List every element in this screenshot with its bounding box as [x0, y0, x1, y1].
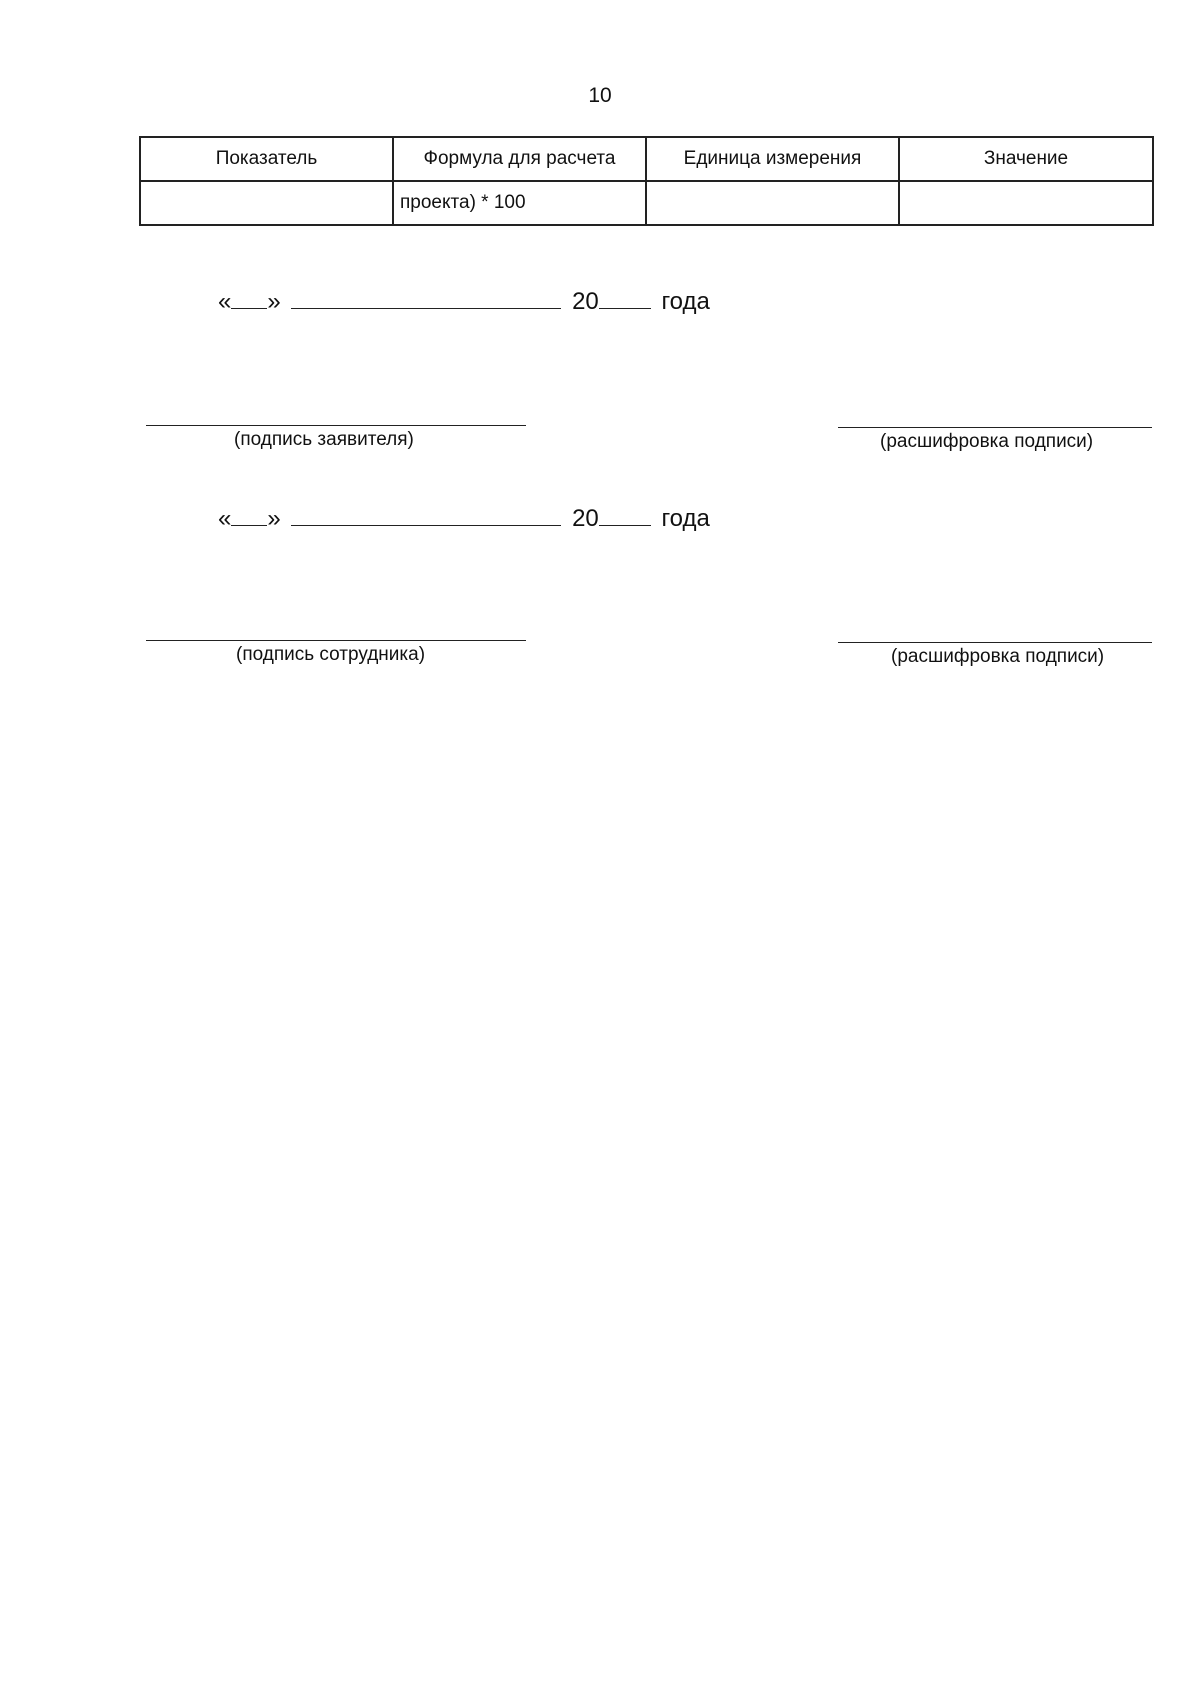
cell-formula: проекта) * 100	[393, 181, 646, 225]
open-quote: «	[218, 288, 232, 315]
employee-signature-line[interactable]	[146, 640, 526, 641]
applicant-decoding-line[interactable]	[838, 427, 1152, 428]
year-blank[interactable]	[599, 503, 651, 526]
year-prefix: 20	[572, 288, 599, 315]
close-quote: »	[267, 505, 281, 532]
year-suffix: года	[661, 505, 710, 532]
cell-unit	[646, 181, 899, 225]
day-blank[interactable]	[231, 286, 267, 309]
cell-indicator	[140, 181, 393, 225]
applicant-decoding-caption: (расшифровка подписи)	[880, 431, 1094, 452]
month-blank[interactable]	[291, 286, 561, 309]
date-line-employee	[218, 503, 710, 533]
page-number: 10	[588, 84, 612, 107]
employee-decoding-caption: (расшифровка подписи)	[891, 646, 1105, 667]
header-value: Значение	[899, 137, 1153, 181]
open-quote: «	[218, 505, 232, 532]
month-blank[interactable]	[291, 503, 561, 526]
close-quote: »	[267, 288, 281, 315]
cell-value	[899, 181, 1153, 225]
header-indicator: Показатель	[140, 137, 393, 181]
day-blank[interactable]	[231, 503, 267, 526]
table-header-row	[140, 137, 1153, 181]
header-unit: Единица измерения	[646, 137, 899, 181]
applicant-signature-caption: (подпись заявителя)	[234, 429, 414, 450]
year-blank[interactable]	[599, 286, 651, 309]
applicant-signature-line[interactable]	[146, 425, 526, 426]
indicators-table	[139, 136, 1154, 226]
year-suffix: года	[661, 288, 710, 315]
employee-decoding-line[interactable]	[838, 642, 1152, 643]
employee-signature-caption: (подпись сотрудника)	[236, 644, 426, 665]
header-formula: Формула для расчета	[393, 137, 646, 181]
date-line-applicant	[218, 286, 710, 316]
year-prefix: 20	[572, 505, 599, 532]
table-row	[140, 181, 1153, 225]
